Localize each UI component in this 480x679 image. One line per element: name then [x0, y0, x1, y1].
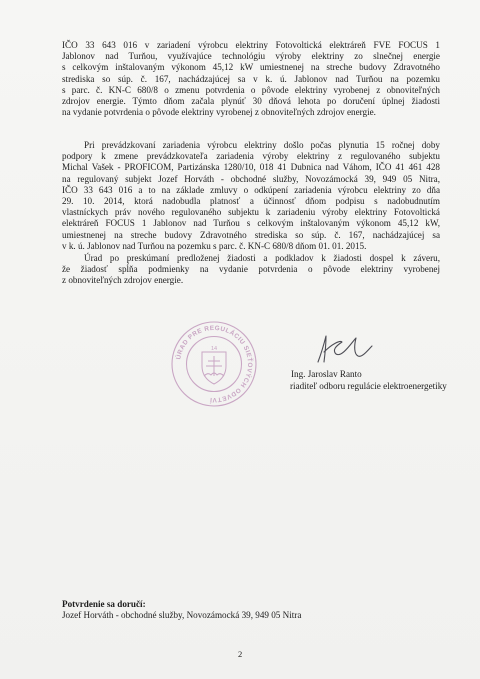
text-line: IČO 33 643 016 a to na základe zmluvy o odkúpení zariadenia výrobcu elektriny zo dňa — [62, 184, 440, 195]
text-line: na vydanie potvrdenia o pôvode elektriny vyrobenej z obnoviteľných zdrojov energie. — [62, 107, 376, 118]
text-line: s parc. č. KN-C 680/8 o zmenu potvrdenia o pôvode elektriny vyrobenej z obnoviteľných — [62, 84, 440, 95]
text-line: IČO 33 643 016 v zariadení výrobcu elektriny Fotovoltická elektráreň FVE FOCUS 1 — [62, 40, 440, 50]
handwritten-signature — [312, 332, 376, 366]
stamp-ring-text: ÚRAD PRE REGULÁCIU SIEŤOVÝCH ODVETVÍ — [175, 324, 254, 404]
text-line: s celkovým inštalovaným výkonom 45,12 kW umiestnenej na streche budovy Zdravotného — [62, 62, 440, 73]
text-line: 29. 10. 2014, ktorá nadobudla platnosť a účinnosť dňom podpisu s nadobudnutím — [62, 196, 440, 207]
page-number: 2 — [238, 649, 243, 659]
official-stamp — [170, 320, 258, 408]
text-line: Úrad po preskúmaní predloženej žiadosti a podkladov k žiadosti dospel k záveru, — [84, 253, 440, 263]
delivery-block — [62, 599, 301, 622]
text-line: Jablonov nad Turňou, využívajúce technológiu výroby elektriny zo slnečnej energie — [62, 51, 440, 62]
text-line: strediska so súp. č. 167, nachádzajúcej sa v k. ú. Jablonov nad Turňou na pozemku — [62, 73, 440, 84]
delivery-recipient: Jozef Horváth - obchodné služby, Novozámocká 39, 949 05 Nitra — [62, 610, 302, 621]
coat-of-arms-icon — [202, 352, 226, 384]
paragraph-application — [62, 40, 440, 118]
text-line: že žiadosť spĺňa podmienky na vydanie potvrdenia o pôvode elektriny vyrobenej — [62, 264, 440, 275]
signatory-title: riaditeľ odboru regulácie elektroenergetiky — [290, 380, 447, 391]
text-line: vlastníckych práv nového regulovaného subjektu k zariadeniu výroby elektriny Fotovoltická — [62, 207, 440, 218]
text-line: na regulovaný subjekt Jozef Horváth - obchodné služby, Novozámocká 39, 949 05 Nitra, — [62, 173, 440, 184]
paragraph-operator-change — [62, 140, 440, 252]
text-line: elektráreň FOCUS 1 Jablonov nad Turňou s celkovým inštalovaným výkonom 45,12 kW, — [62, 218, 440, 229]
text-line: v k. ú. Jablonov nad Turňou na pozemku s parc. č. KN-C 680/8 dňom 01. 01. 2015. — [62, 240, 367, 251]
text-line: z obnoviteľných zdrojov energie. — [62, 275, 184, 286]
signatory-block — [290, 369, 447, 392]
text-line: Michal Vašek - PROFICOM, Partizánska 1280/10, 018 41 Dubnica nad Váhom, IČO 41 461 428 — [62, 162, 440, 173]
delivery-title: Potvrdenie sa doručí: — [62, 599, 146, 609]
text-line: zdrojov energie. Týmto dňom začala plynúť 30 dňová lehota po doručení úplnej žiadosti — [62, 96, 440, 107]
stamp-number: 14 — [210, 346, 218, 352]
text-line: umiestnenej na streche budovy Zdravotného strediska so súp. č. 167, nachádzajúcej sa — [62, 229, 440, 240]
signatory-name: Ing. Jaroslav Ranto — [291, 369, 362, 379]
paragraph-conclusion — [62, 253, 440, 287]
text-line: Pri prevádzkovaní zariadenia výrobcu elektriny došlo počas plynutia 15 ročnej doby — [84, 140, 440, 150]
text-line: podpory k zmene prevádzkovateľa zariadenia výroby elektriny z regulovaného subjektu — [62, 151, 440, 162]
